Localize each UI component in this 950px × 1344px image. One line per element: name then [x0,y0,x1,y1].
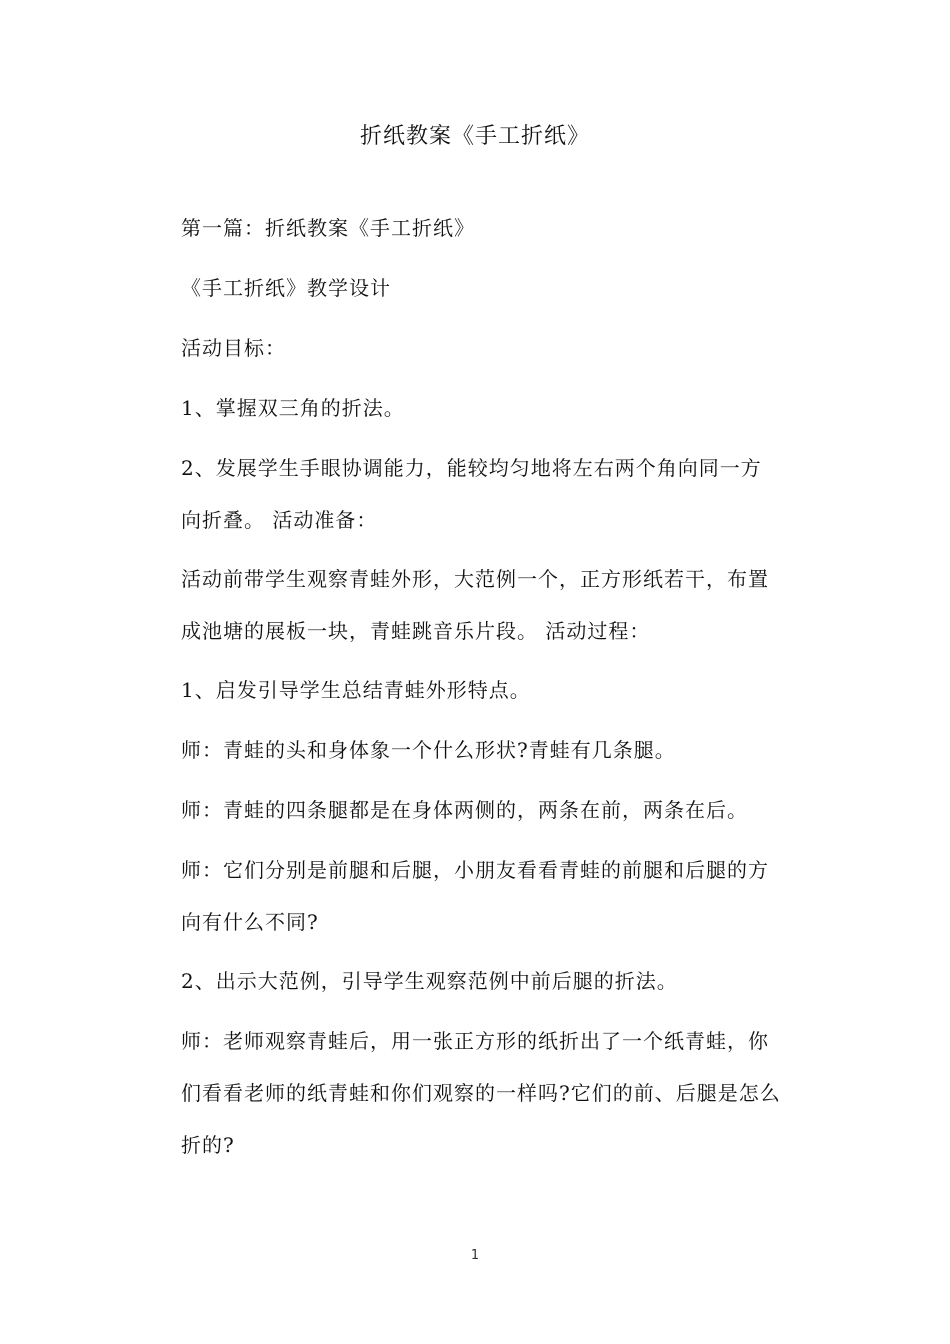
paragraph: 1、启发引导学生总结青蛙外形特点。 [181,678,531,702]
subheading: 《手工折纸》教学设计 [181,276,391,300]
paragraph: 师：老师观察青蛙后，用一张正方形的纸折出了一个纸青蛙，你们看看老师的纸青蛙和你们观察的一样吗?它们的前、后腿是怎么折的? [181,1029,781,1157]
document-body [181,211,781,1187]
objectives-heading: 活动目标： [181,336,286,360]
paragraph: 活动前带学生观察青蛙外形，大范例一个，正方形纸若干，布置成池塘的展板一块，青蛙跳音乐片段。 活动过程： [181,567,769,643]
paragraph: 2、发展学生手眼协调能力，能较均匀地将左右两个角向同一方向折叠。 活动准备： [181,456,762,532]
paragraph: 2、出示大范例，引导学生观察范例中前后腿的折法。 [181,969,678,993]
paragraph: 师：它们分别是前腿和后腿，小朋友看看青蛙的前腿和后腿的方向有什么不同? [181,858,769,934]
paragraph: 师：青蛙的四条腿都是在身体两侧的，两条在前，两条在后。 [181,798,748,822]
page-number: 1 [470,1248,480,1263]
page-title: 折纸教案《手工折纸》 [359,124,590,149]
paragraph: 1、掌握双三角的折法。 [181,396,405,420]
paragraph: 师：青蛙的头和身体象一个什么形状?青蛙有几条腿。 [181,738,676,762]
section-heading: 第一篇：折纸教案《手工折纸》 [181,216,475,240]
